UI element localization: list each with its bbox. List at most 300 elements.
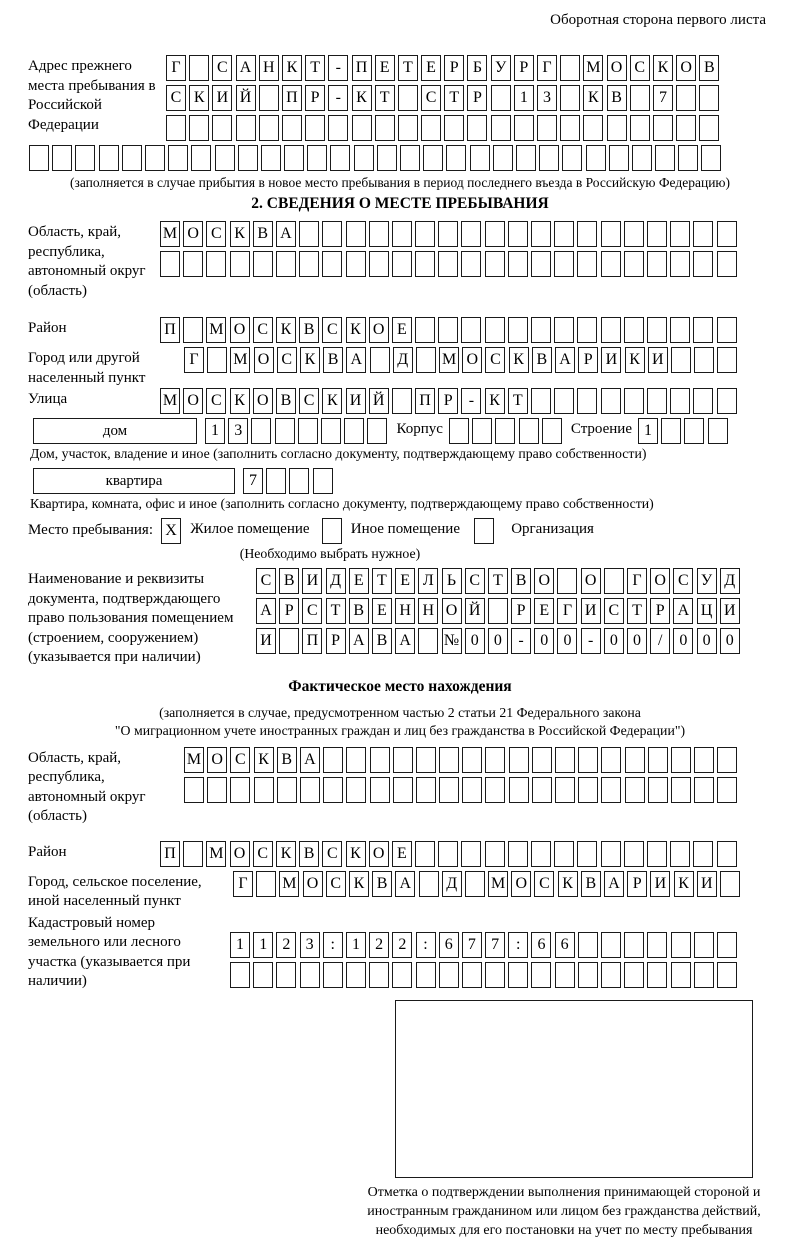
char-box [438,251,458,277]
char-box [392,251,412,277]
char-box: С [212,55,232,81]
char-box [495,418,515,444]
char-box [298,418,318,444]
actual-location-title: Фактическое место нахождения [288,677,512,695]
char-box-row [160,251,772,277]
char-box: У [697,568,717,594]
char-box [694,777,714,803]
char-box [370,347,390,373]
char-box: Т [627,598,647,624]
char-box [438,317,458,343]
char-box-row [243,468,336,494]
char-box: В [299,317,319,343]
char-box [491,85,511,111]
char-box [720,871,740,897]
char-box: 0 [720,628,740,654]
char-box [230,962,250,988]
char-box: К [230,221,250,247]
char-box: Р [650,598,670,624]
char-box: С [534,871,554,897]
char-box [485,221,505,247]
char-box-row [205,418,391,444]
char-box: Д [393,347,413,373]
char-box [648,777,668,803]
char-box-row [160,317,772,343]
char-box: Е [534,598,554,624]
char-box [578,932,598,958]
char-box: 0 [697,628,717,654]
char-box [370,747,390,773]
char-box [531,388,551,414]
char-box [122,145,142,171]
char-box [531,317,551,343]
apartment-box-label: квартира [33,468,235,494]
char-box [560,55,580,81]
char-box [256,871,276,897]
char-box: П [160,317,180,343]
char-box [670,251,690,277]
char-box [678,145,698,171]
char-box: И [648,347,668,373]
char-box: 7 [243,468,263,494]
char-box-row [256,568,772,594]
char-box [344,418,364,444]
char-box [508,251,528,277]
char-box: К [653,55,673,81]
char-box [670,221,690,247]
char-box: А [256,598,276,624]
char-box [624,962,644,988]
char-box: 0 [488,628,508,654]
char-box: Е [392,317,412,343]
char-box: С [253,841,273,867]
char-box: П [160,841,180,867]
char-box [647,221,667,247]
char-box: О [676,55,696,81]
char-box: - [581,628,601,654]
char-box: К [276,317,296,343]
char-box: А [604,871,624,897]
char-box: В [349,598,369,624]
char-box [604,568,624,594]
char-box [289,468,309,494]
char-box: С [322,317,342,343]
char-box: К [583,85,603,111]
char-box: С [302,598,322,624]
char-box: 2 [392,932,412,958]
char-box: 3 [228,418,248,444]
char-box: О [183,221,203,247]
char-box: И [720,598,740,624]
char-box: А [276,221,296,247]
char-box: О [534,568,554,594]
char-box: Д [326,568,346,594]
field-district-actual [28,841,772,871]
char-box: И [212,85,232,111]
document-label: Наименование и реквизиты документа, подтверждающего право пользования помещением (строением, сооружением) (указывается при наличии) [28,571,234,665]
char-box-row [184,777,772,803]
char-box [322,251,342,277]
char-box [717,962,737,988]
char-box [145,145,165,171]
char-box [624,221,644,247]
char-box [328,115,348,141]
city-label: Город или другой населенный пункт [28,350,146,386]
char-box [601,317,621,343]
char-box: 7 [485,932,505,958]
char-box: В [253,221,273,247]
char-box: 0 [557,628,577,654]
char-box: Р [511,598,531,624]
char-box [415,221,435,247]
char-box: 1 [205,418,225,444]
char-box [514,115,534,141]
char-box: С [485,347,505,373]
char-box [238,145,258,171]
char-box [449,418,469,444]
char-box: Т [488,568,508,594]
char-box: О [207,747,227,773]
char-box [354,145,374,171]
char-box: О [254,347,274,373]
char-box: М [206,317,226,343]
char-box: Г [537,55,557,81]
previous-address-label: Адрес прежнего места пребывания в Российской Федерации [28,58,156,133]
char-box: М [279,871,299,897]
char-box [160,251,180,277]
char-box [577,221,597,247]
char-box: 0 [465,628,485,654]
checkbox-other-premises [322,518,342,544]
char-box [207,777,227,803]
char-box [346,962,366,988]
char-box: В [607,85,627,111]
char-box [416,777,436,803]
char-box [29,145,49,171]
char-box: 3 [300,932,320,958]
char-box: С [230,747,250,773]
field-district [28,317,772,347]
char-box [206,251,226,277]
char-box [416,962,436,988]
char-box [583,115,603,141]
char-box [461,841,481,867]
cadastral-label: Кадастровый номер земельного или лесного участка (указывается при наличии) [28,914,191,990]
char-box [554,221,574,247]
char-box: С [166,85,186,111]
apartment-note: Квартира, комната, офис и иное (заполнить согласно документу, подтверждающему право собственности) [30,496,654,511]
field-city [28,347,772,388]
char-box-row [184,747,772,773]
char-box [393,777,413,803]
char-box [300,777,320,803]
char-box: Г [557,598,577,624]
char-box: Е [372,598,392,624]
char-box [261,145,281,171]
char-box [415,251,435,277]
char-box [461,221,481,247]
char-box [369,962,389,988]
char-box: Ц [697,598,717,624]
house-box-label: дом [33,418,197,444]
char-box-row [160,841,772,867]
char-box: М [488,871,508,897]
char-box [676,115,696,141]
char-box [462,777,482,803]
char-box [230,777,250,803]
char-box [75,145,95,171]
char-box [377,145,397,171]
char-box-row [230,932,772,958]
char-box [369,221,389,247]
char-box: 1 [253,932,273,958]
field-region-actual [28,747,772,827]
char-box [717,777,737,803]
char-box: 0 [604,628,624,654]
char-box [346,747,366,773]
char-box: - [328,85,348,111]
char-box [537,115,557,141]
char-box [370,777,390,803]
char-box [321,418,341,444]
char-box: О [303,871,323,897]
char-box [392,388,412,414]
char-box [560,115,580,141]
char-box [465,871,485,897]
char-box [601,221,621,247]
char-box [624,841,644,867]
char-box: К [276,841,296,867]
char-box: О [607,55,627,81]
char-box [276,251,296,277]
option-organization-label: Организация [511,521,594,537]
char-box: К [230,388,250,414]
char-box [251,418,271,444]
char-box [230,251,250,277]
char-box: С [322,841,342,867]
char-box [694,747,714,773]
char-box [444,115,464,141]
char-box: Р [578,347,598,373]
char-box [470,145,490,171]
char-box [393,747,413,773]
char-box [531,962,551,988]
char-box: А [555,347,575,373]
char-box: 7 [653,85,673,111]
field-stay-type [28,518,772,544]
registration-stamp-note: Отметка о подтверждении выполнения принимающей стороной и иностранным гражданином или лицом без гражданства действий, необходимых для его постановки на учет по месту пребывания [367,1184,761,1238]
char-box [661,418,681,444]
char-box: А [346,347,366,373]
char-box [253,962,273,988]
char-box [423,145,443,171]
char-box [392,962,412,988]
char-box: А [349,628,369,654]
char-box: В [279,568,299,594]
char-box: Н [259,55,279,81]
char-box [509,747,529,773]
char-box [236,115,256,141]
char-box [601,777,621,803]
district-actual-label: Район [28,843,67,860]
char-box [183,317,203,343]
char-box [701,145,721,171]
char-box: Т [326,598,346,624]
char-box [632,145,652,171]
char-box [461,251,481,277]
char-box: 0 [673,628,693,654]
field-house [33,418,772,444]
char-box [531,251,551,277]
char-box [418,628,438,654]
char-box: О [230,841,250,867]
char-box: С [277,347,297,373]
char-box [299,251,319,277]
char-box [509,777,529,803]
char-box [485,317,505,343]
char-box [577,251,597,277]
char-box: О [650,568,670,594]
char-box: И [302,568,322,594]
char-box: С [253,317,273,343]
char-box: К [485,388,505,414]
char-box-row [166,85,772,111]
char-box: В [699,55,719,81]
char-box: Р [305,85,325,111]
char-box [421,115,441,141]
char-box: М [230,347,250,373]
char-box: Й [465,598,485,624]
char-box [717,317,737,343]
page-side-note: Оборотная сторона первого листа [550,12,766,28]
char-box [532,747,552,773]
char-box: К [300,347,320,373]
char-box: Р [627,871,647,897]
char-box: М [160,221,180,247]
char-box [254,777,274,803]
char-box: А [673,598,693,624]
char-box [438,221,458,247]
char-box: М [439,347,459,373]
char-box [519,418,539,444]
char-box [277,777,297,803]
char-box: С [673,568,693,594]
char-box: О [369,317,389,343]
char-box [699,115,719,141]
char-box: С [326,871,346,897]
char-box [601,747,621,773]
char-box [99,145,119,171]
char-box [708,418,728,444]
char-box [461,317,481,343]
char-box [671,347,691,373]
char-box [531,841,551,867]
char-box: И [256,628,276,654]
char-box: Т [305,55,325,81]
char-box: : [416,932,436,958]
char-box: В [276,388,296,414]
char-box: В [277,747,297,773]
char-box: Т [508,388,528,414]
stay-type-note: (Необходимо выбрать нужное) [239,546,421,561]
char-box: И [581,598,601,624]
char-box-row [256,598,772,624]
char-box [671,932,691,958]
char-box [300,962,320,988]
char-box [630,115,650,141]
char-box: С [630,55,650,81]
char-box [601,841,621,867]
char-box: 7 [462,932,482,958]
field-street [28,388,772,418]
char-box: 3 [537,85,557,111]
char-box [400,145,420,171]
char-box [717,932,737,958]
char-box [670,388,690,414]
char-box: Д [720,568,740,594]
char-box-row [184,347,772,373]
char-box [531,221,551,247]
char-box: К [349,871,369,897]
field-apartment [33,468,772,494]
field-region [28,221,772,301]
char-box [562,145,582,171]
char-box [539,145,559,171]
char-box [323,747,343,773]
char-box: Р [467,85,487,111]
char-box: В [323,347,343,373]
char-box: Т [372,568,392,594]
char-box: Т [375,85,395,111]
registration-stamp-box [395,1000,753,1178]
char-box [630,85,650,111]
char-box: Г [627,568,647,594]
char-box [282,115,302,141]
char-box [670,317,690,343]
char-box-row [449,418,565,444]
char-box: К [625,347,645,373]
char-box [671,962,691,988]
char-box [485,962,505,988]
char-box [416,347,436,373]
char-box [647,317,667,343]
char-box [485,777,505,803]
char-box-row [160,388,772,414]
char-box [253,251,273,277]
char-box [694,932,714,958]
korpus-label: Корпус [396,421,443,437]
char-box: О [183,388,203,414]
char-box [693,251,713,277]
char-box [508,962,528,988]
previous-address-note: (заполняется в случае прибытия в новое место пребывания в период последнего въезда в Российскую Федерацию) [69,175,731,190]
street-label: Улица [28,391,68,407]
char-box: Е [375,55,395,81]
char-box: С [604,598,624,624]
char-box [554,317,574,343]
char-box: В [532,347,552,373]
char-box: Р [326,628,346,654]
char-box [166,115,186,141]
option-residential-label: Жилое помещение [190,521,310,537]
char-box [462,747,482,773]
char-box [508,841,528,867]
char-box [398,85,418,111]
char-box [346,251,366,277]
char-box: Г [166,55,186,81]
char-box: А [395,628,415,654]
char-box: Р [279,598,299,624]
